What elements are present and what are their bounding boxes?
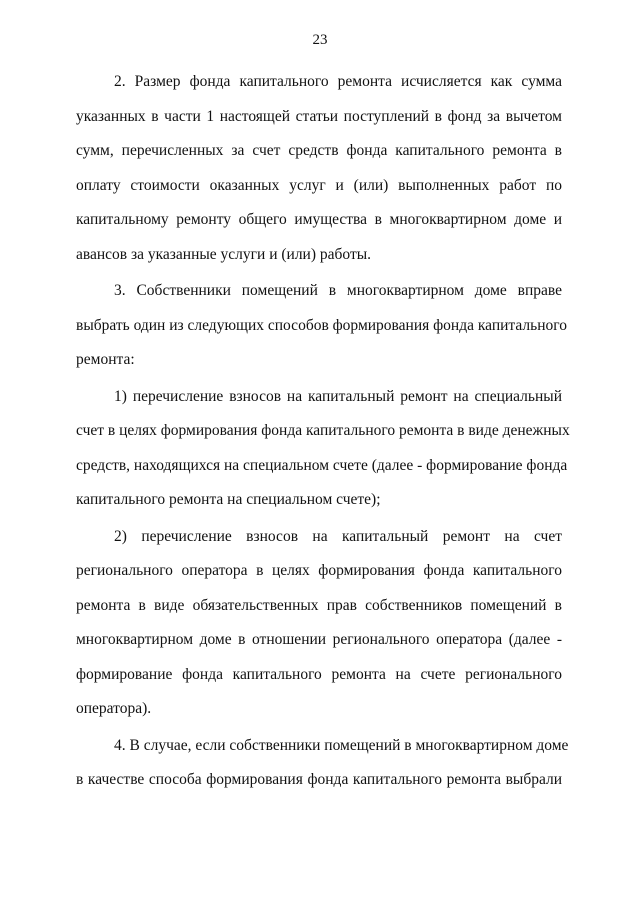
paragraph-3 [76, 274, 567, 378]
text-line: средств, находящихся на специальном счете (далее - формирование фонда [76, 456, 568, 474]
text-line: ремонта в виде обязательственных прав собственников помещений в [76, 596, 562, 614]
text-line: авансов за указанные услуги и (или) работы. [76, 245, 372, 263]
text-line: регионального оператора в целях формирования фонда капитального [76, 562, 562, 579]
text-line: в качестве способа формирования фонда капитального ремонта выбрали [76, 771, 562, 788]
text-line: оплату стоимости оказанных услуг и (или) выполненных работ по [76, 176, 562, 194]
text-line: выбрать один из следующих способов формирования фонда капитального [76, 316, 567, 334]
text-line: многоквартирном доме в отношении регионального оператора (далее - [76, 631, 562, 648]
text-line: ремонта: [76, 351, 135, 368]
text-line: 2. Размер фонда капитального ремонта исчисляется как сумма [114, 73, 562, 90]
paragraph-4 [76, 729, 569, 798]
document-body [76, 65, 570, 800]
text-line: капитальному ремонту общего имущества в многоквартирном доме и [76, 211, 562, 228]
text-line: 4. В случае, если собственники помещений в многоквартирном доме [114, 736, 569, 754]
text-line: капитального ремонта на специальном счете); [76, 491, 381, 508]
text-line: указанных в части 1 настоящей статьи поступлений в фонд за вычетом [76, 107, 562, 125]
list-item-2 [76, 520, 562, 727]
text-line: формирование фонда капитального ремонта на счете регионального [76, 665, 562, 683]
page-number: 23 [312, 32, 328, 48]
text-line: сумм, перечисленных за счет средств фонда капитального ремонта в [76, 142, 562, 159]
text-line: 1) перечисление взносов на капитальный ремонт на специальный [114, 387, 562, 405]
text-line: счет в целях формирования фонда капитального ремонта в виде денежных [76, 422, 570, 439]
paragraph-2 [76, 65, 562, 272]
text-line: 2) перечисление взносов на капитальный ремонт на счет [114, 527, 562, 545]
text-line: 3. Собственники помещений в многоквартирном доме вправе [114, 282, 562, 299]
list-item-1 [76, 380, 570, 518]
text-line: оператора). [76, 700, 152, 717]
